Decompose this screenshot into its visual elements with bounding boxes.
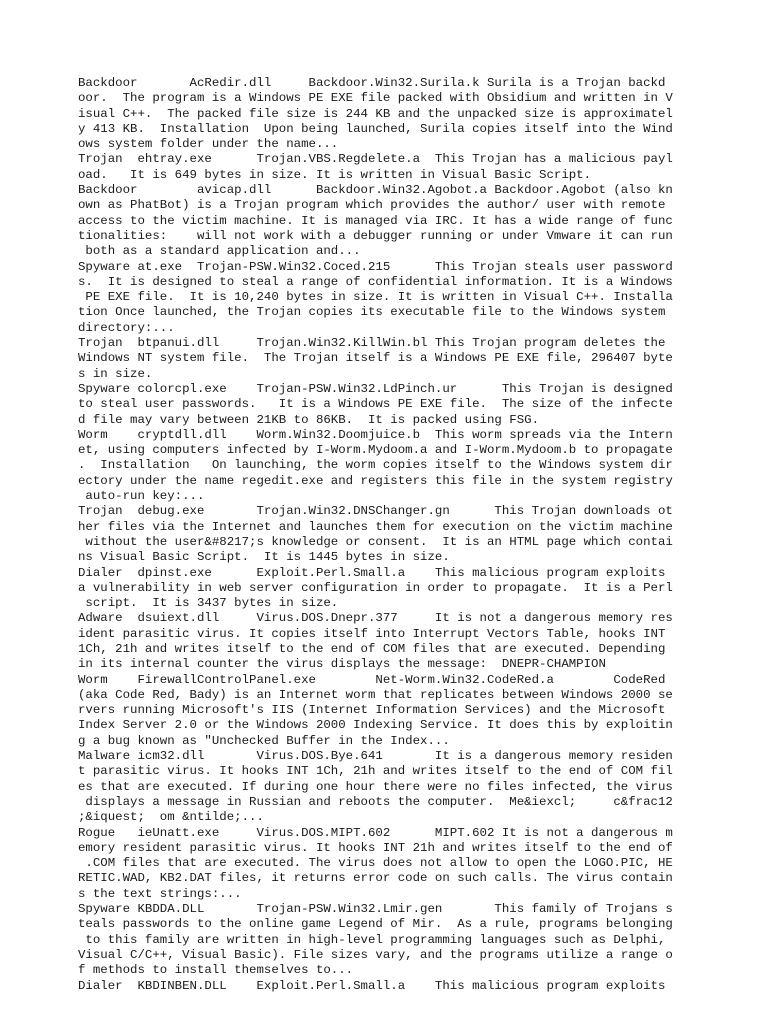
- text-line: es that are executed. If during one hour there were no files infected, the virus: [78, 779, 673, 794]
- text-line: f methods to install themselves to...: [78, 963, 354, 978]
- text-line: Windows NT system file. The Trojan itself is a Windows PE EXE file, 296407 byte: [78, 351, 673, 366]
- text-line: s in size.: [78, 366, 153, 381]
- text-line: ns Visual Basic Script. It is 1445 bytes in size.: [78, 550, 450, 565]
- text-line: Trojan ehtray.exe Trojan.VBS.Regdelete.a This Trojan has a malicious payl: [78, 152, 673, 167]
- text-line: t parasitic virus. It hooks INT 1Ch, 21h and writes itself to the end of COM fil: [78, 764, 673, 779]
- text-line: 1Ch, 21h and writes itself to the end of COM files that are executed. Depending: [78, 641, 666, 656]
- text-line: ectory under the name regedit.exe and registers this file in the system registry: [78, 473, 673, 488]
- text-line: Trojan btpanui.dll Trojan.Win32.KillWin.bl This Trojan program deletes the: [78, 336, 666, 351]
- text-line: (aka Code Red, Bady) is an Internet worm that replicates between Windows 2000 se: [78, 687, 673, 702]
- text-line: g a bug known as "Unchecked Buffer in the Index...: [78, 733, 450, 748]
- text-line: ident parasitic virus. It copies itself into Interrupt Vectors Table, hooks INT: [78, 626, 666, 641]
- text-line: auto-run key:...: [78, 489, 205, 504]
- text-line: ows system folder under the name...: [78, 137, 339, 152]
- text-line: RETIC.WAD, KB2.DAT files, it returns error code on such calls. The virus contain: [78, 871, 673, 886]
- text-line: access to the victim machine. It is managed via IRC. It has a wide range of func: [78, 213, 673, 228]
- text-line: Spyware at.exe Trojan-PSW.Win32.Coced.215 This Trojan steals user password: [78, 259, 673, 274]
- text-line: tionalities: will not work with a debugger running or under Vmware it can run: [78, 228, 673, 243]
- text-line: y 413 KB. Installation Upon being launched, Surila copies itself into the Wind: [78, 121, 673, 136]
- text-line: to this family are written in high-level programming languages such as Delphi,: [78, 932, 666, 947]
- text-line: Worm cryptdll.dll Worm.Win32.Doomjuice.b This worm spreads via the Intern: [78, 427, 673, 442]
- text-line: rvers running Microsoft's IIS (Internet Information Services) and the Microsoft: [78, 703, 666, 718]
- text-line: Index Server 2.0 or the Windows 2000 Indexing Service. It does this by exploitin: [78, 718, 673, 733]
- text-line: Adware dsuiext.dll Virus.DOS.Dnepr.377 It is not a dangerous memory res: [78, 611, 673, 626]
- text-line: s the text strings:...: [78, 886, 242, 901]
- text-line: Dialer KBDINBEN.DLL Exploit.Perl.Small.a This malicious program exploits: [78, 978, 666, 993]
- text-line: Trojan debug.exe Trojan.Win32.DNSChanger.gn This Trojan downloads ot: [78, 504, 673, 519]
- text-line: d file may vary between 21KB to 86KB. It is packed using FSG.: [78, 412, 540, 427]
- text-line: without the user&#8217;s knowledge or consent. It is an HTML page which contai: [78, 534, 673, 549]
- text-line: Backdoor avicap.dll Backdoor.Win32.Agobot.a Backdoor.Agobot (also kn: [78, 183, 673, 198]
- text-line: . Installation On launching, the worm copies itself to the Windows system dir: [78, 458, 673, 473]
- text-line: emory resident parasitic virus. It hooks INT 21h and writes itself to the end of: [78, 840, 673, 855]
- text-line: tion Once launched, the Trojan copies its executable file to the Windows system: [78, 305, 666, 320]
- text-line: Spyware colorcpl.exe Trojan-PSW.Win32.LdPinch.ur This Trojan is designed: [78, 381, 673, 396]
- document-text: [78, 76, 758, 994]
- text-line: Visual C/C++, Visual Basic). File sizes vary, and the programs utilize a range o: [78, 947, 673, 962]
- text-line: script. It is 3437 bytes in size.: [78, 596, 339, 611]
- text-line: Spyware KBDDA.DLL Trojan-PSW.Win32.Lmir.gen This family of Trojans s: [78, 902, 673, 917]
- text-line: Backdoor AcRedir.dll Backdoor.Win32.Surila.k Surila is a Trojan backd: [78, 76, 666, 90]
- text-line: to steal user passwords. It is a Windows PE EXE file. The size of the infecte: [78, 397, 673, 412]
- text-line: own as PhatBot) is a Trojan program which provides the author/ user with remote: [78, 198, 666, 213]
- text-line: et, using computers infected by I-Worm.Mydoom.a and I-Worm.Mydoom.b to propagate: [78, 443, 673, 458]
- text-line: Dialer dpinst.exe Exploit.Perl.Small.a This malicious program exploits: [78, 565, 666, 580]
- text-line: Worm FirewallControlPanel.exe Net-Worm.Win32.CodeRed.a CodeRed: [78, 672, 666, 687]
- text-line: teals passwords to the online game Legend of Mir. As a rule, programs belonging: [78, 917, 673, 932]
- text-line: oor. The program is a Windows PE EXE file packed with Obsidium and written in V: [78, 91, 673, 106]
- text-line: isual C++. The packed file size is 244 KB and the unpacked size is approximatel: [78, 106, 673, 121]
- text-line: ;&iquest; om &ntilde;...: [78, 810, 264, 825]
- text-line: .COM files that are executed. The virus does not allow to open the LOGO.PIC, HE: [78, 856, 673, 871]
- text-line: oad. It is 649 bytes in size. It is written in Visual Basic Script.: [78, 167, 592, 182]
- text-line: displays a message in Russian and reboots the computer. Me&iexcl; c&frac12: [78, 794, 673, 809]
- text-line: s. It is designed to steal a range of confidential information. It is a Windows: [78, 274, 673, 289]
- text-line: Malware icm32.dll Virus.DOS.Bye.641 It is a dangerous memory residen: [78, 749, 673, 764]
- text-line: a vulnerability in web server configuration in order to propagate. It is a Perl: [78, 580, 673, 595]
- text-line: in its internal counter the virus displays the message: DNEPR-CHAMPION: [78, 657, 606, 672]
- text-line: both as a standard application and...: [78, 244, 361, 259]
- text-line: her files via the Internet and launches them for execution on the victim machine: [78, 519, 673, 534]
- text-line: PE EXE file. It is 10,240 bytes in size. It is written in Visual C++. Installa: [78, 290, 673, 305]
- text-line: directory:...: [78, 320, 175, 335]
- text-line: Rogue ieUnatt.exe Virus.DOS.MIPT.602 MIPT.602 It is not a dangerous m: [78, 825, 673, 840]
